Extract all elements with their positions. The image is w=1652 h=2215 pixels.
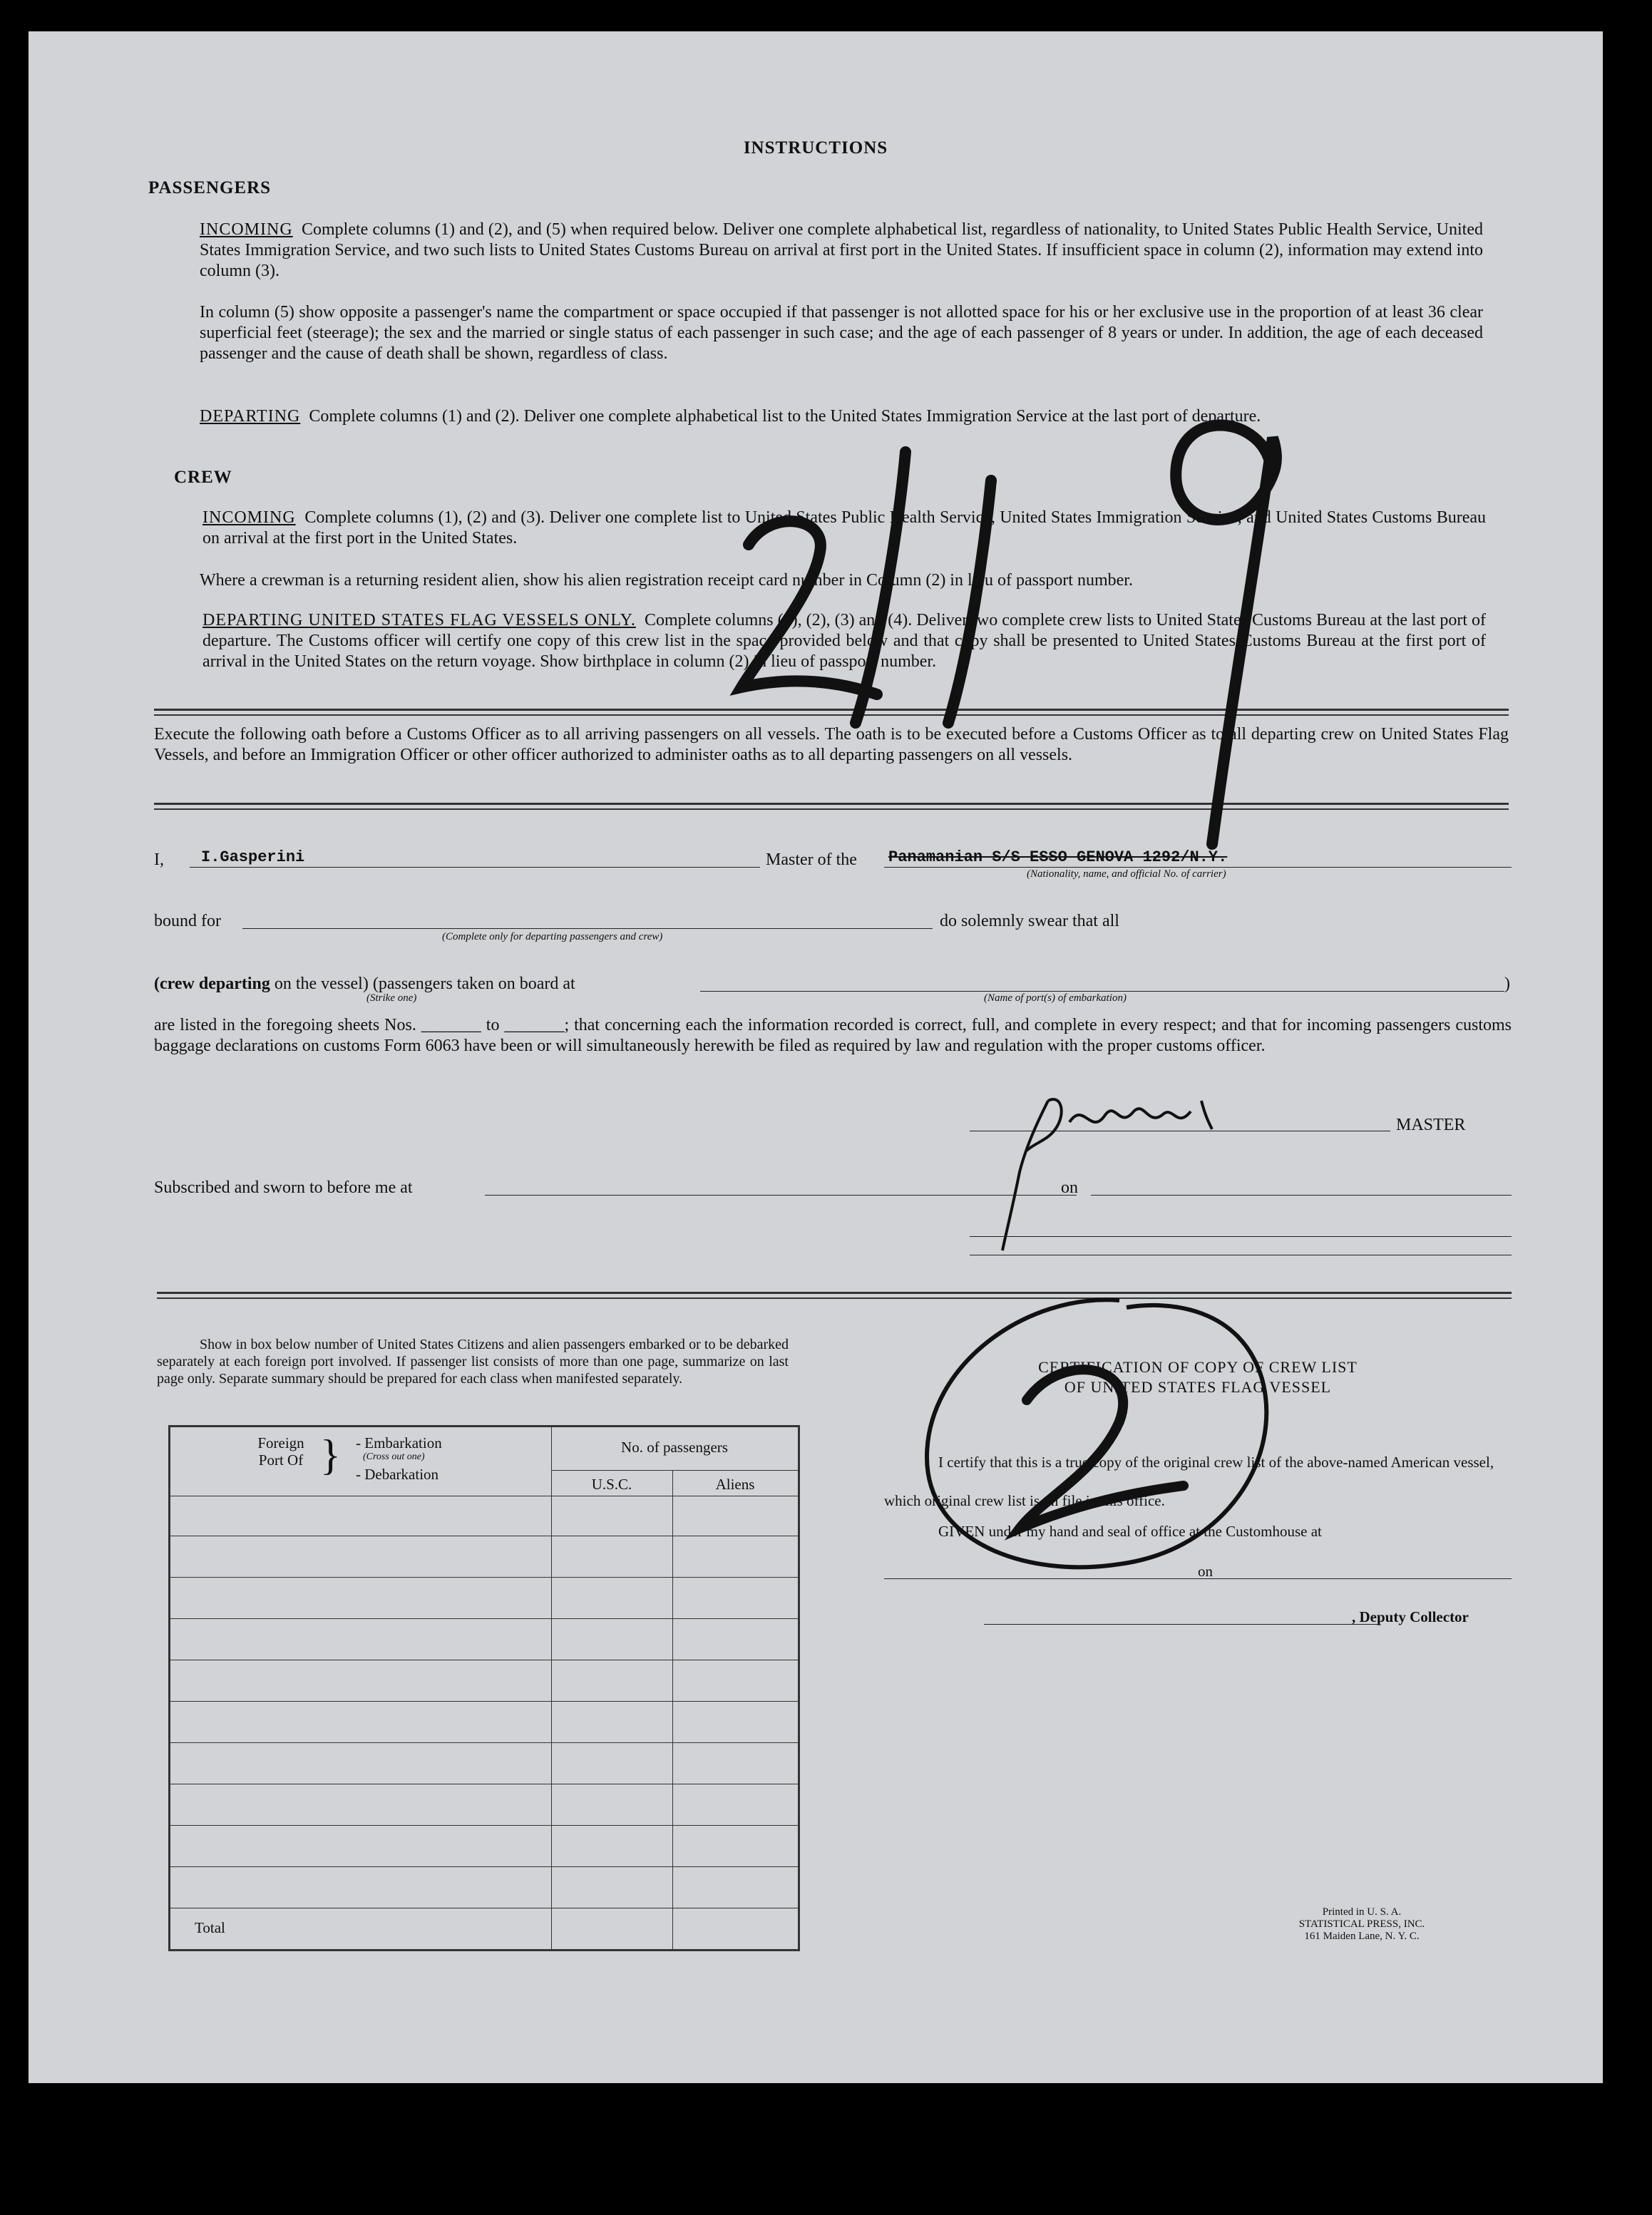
cross-out-caption: (Cross out one) [363,1451,425,1462]
printer-imprint [1255,1906,1469,1943]
passengers-departing-text: Complete columns (1) and (2). Deliver one complete alphabetical list to the United States Immigration Service at the last port of departure. [309,407,1261,426]
master-signature [998,1072,1269,1258]
strike-one-caption: (Strike one) [366,992,417,1004]
document-page [29,31,1603,2083]
bound-for-line[interactable] [242,928,933,929]
passengers-heading: PASSENGERS [148,178,272,197]
certification-title-line2: OF UNITED STATES FLAG VESSEL [1064,1378,1332,1396]
certify-text: I certify that this is a true copy of the original crew list of the above-named American vessel, which original crew list is on file in this office. [884,1454,1494,1509]
close-paren: ) [1504,975,1510,993]
passengers-incoming-label: INCOMING [200,220,293,239]
master-of-label: Master of the [766,850,857,869]
on-vessel-text: on the vessel) [274,975,369,993]
subscribed-date-line[interactable] [1091,1195,1512,1196]
crew-incoming-text: Complete columns (1), (2) and (3). Deliver one complete list to United States Public Health Service, United States Immigration Service, and United States Customs Bureau on arrival at the first port in the United States. [202,508,1487,548]
deputy-collector-line[interactable] [984,1624,1380,1625]
deputy-collector-label: , Deputy Collector [1352,1608,1469,1625]
instructions-title: INSTRUCTIONS [743,138,888,158]
passenger-summary-table [168,1425,800,1951]
debarkation-header: - Debarkation [356,1466,439,1483]
oath-intro: Execute the following oath before a Customs Officer as to all arriving passengers on all vessels. The oath is to be executed before a Customs Officer as to all departing crew on United States Flag Vessels, and before an Immigration Officer or other officer authorized to administer oaths as to all departing passengers on all vessels. [154,725,1509,764]
foreign-port-of-header: Foreign Port Of [257,1434,304,1469]
officer-line-1[interactable] [970,1236,1512,1237]
usc-header: U.S.C. [591,1476,632,1493]
no-passengers-header: No. of passengers [621,1439,728,1456]
bound-for-caption: (Complete only for departing passengers and crew) [442,931,663,942]
table-column-divider [672,1470,673,1949]
brace-icon: } [320,1432,341,1479]
passengers-departing-label: DEPARTING [200,407,301,426]
total-label: Total [195,1919,225,1936]
subscribed-place-line[interactable] [485,1195,1077,1196]
certification-on-label: on [1198,1563,1213,1580]
summary-instructions: Show in box below number of United States Citizens and alien passengers embarked or to be debarked separately at each foreign port involved. If passenger list consists of more than one page, summarize on last page only. Separate summary should be prepared for each class when manifested separately. [157,1337,789,1387]
passengers-taken-text: (passengers taken on board at [372,975,575,993]
crew-passengers-line [154,974,575,995]
swear-text: do solemnly swear that all [940,912,1119,930]
printer-line-1: Printed in U. S. A. [1322,1906,1402,1918]
ports-line[interactable] [700,991,1504,992]
table-row [170,1701,798,1702]
crew-heading: CREW [174,468,232,487]
printer-line-3: 161 Maiden Lane, N. Y. C. [1304,1931,1420,1942]
vessel-field[interactable]: Panamanian S/S ESSO GENOVA 1292/N.Y. [888,848,1228,866]
certification-title-line1: CERTIFICATION OF COPY OF CREW LIST [1038,1358,1358,1376]
table-row [170,1742,798,1743]
bound-for-label: bound for [154,912,221,930]
crew-departing-text: (crew departing [154,975,270,993]
listed-paragraph: are listed in the foregoing sheets Nos. _______ to _______; that concerning each the information recorded is correct, full, and complete in every respect; and that for incoming passengers customs baggage declarations on customs Form 6063 have been or will simultaneously herewith be filed as required by law and regulation with the proper customs officer. [154,1016,1512,1055]
vessel-caption: (Nationality, name, and official No. of carrier) [1027,868,1226,880]
table-row [170,1866,798,1867]
embarkation-header: - Embarkation [356,1434,442,1451]
passengers-incoming-text: Complete columns (1) and (2), and (5) when required below. Deliver one complete alphabetical list, regardless of nationality, to United States Public Health Service, United States Immigration Service, and two such lists to United States Customs Bureau on arrival at first port in the United States. If insufficient space in column (2), information may extend into column (3). [200,220,1483,280]
table-row [170,1618,798,1619]
table-row [170,1825,798,1826]
ports-caption: (Name of port(s) of embarkation) [984,992,1127,1004]
subscribed-label: Subscribed and sworn to before me at [154,1178,413,1197]
master-label: MASTER [1396,1116,1466,1134]
column5-paragraph: In column (5) show opposite a passenger's name the compartment or space occupied if that passenger is not allotted space for his or her exclusive use in the proportion of at least 36 clear superficial feet (steerage); the sex and the married or single status of each passenger in such case; and the age of each passenger of 8 years or under. In addition, the age of each deceased passenger and the cause of death shall be shown, regardless of class. [200,303,1483,363]
given-text: GIVEN under my hand and seal of office at the Customhouse at [938,1523,1322,1540]
table-row [170,1577,798,1578]
i-label: I, [154,850,164,869]
passengers-incoming-paragraph [200,220,1483,282]
crewman-paragraph: Where a crewman is a returning resident alien, show his alien registration receipt card number in Column (2) in lieu of passport number. [200,571,1133,590]
handwritten-number [692,352,1333,865]
crew-incoming-label: INCOMING [202,508,296,527]
subscribed-on-label: on [1061,1178,1078,1197]
printer-line-2: STATISTICAL PRESS, INC. [1298,1918,1425,1930]
flag-vessels-label: DEPARTING UNITED STATES FLAG VESSELS ONLY. [202,611,636,629]
table-column-divider [551,1427,552,1949]
aliens-header: Aliens [715,1476,755,1493]
vessel-line [884,867,1512,868]
flag-vessels-text: Complete columns (1), (2), (3) and (4). Deliver two complete crew lists to United States Customs Bureau at the last port of departure. The Customs officer will certify one copy of this crew list in the space provided below and that copy shall be presented to United States Customs Bureau at the first port of arrival in the United States on the return voyage. Show birthplace in column (2) in lieu of passport number. [202,611,1486,671]
circled-number [884,1272,1312,1593]
master-name-field[interactable]: I.Gasperini [201,848,305,866]
table-header-divider [551,1470,798,1471]
master-name-line [190,867,760,868]
